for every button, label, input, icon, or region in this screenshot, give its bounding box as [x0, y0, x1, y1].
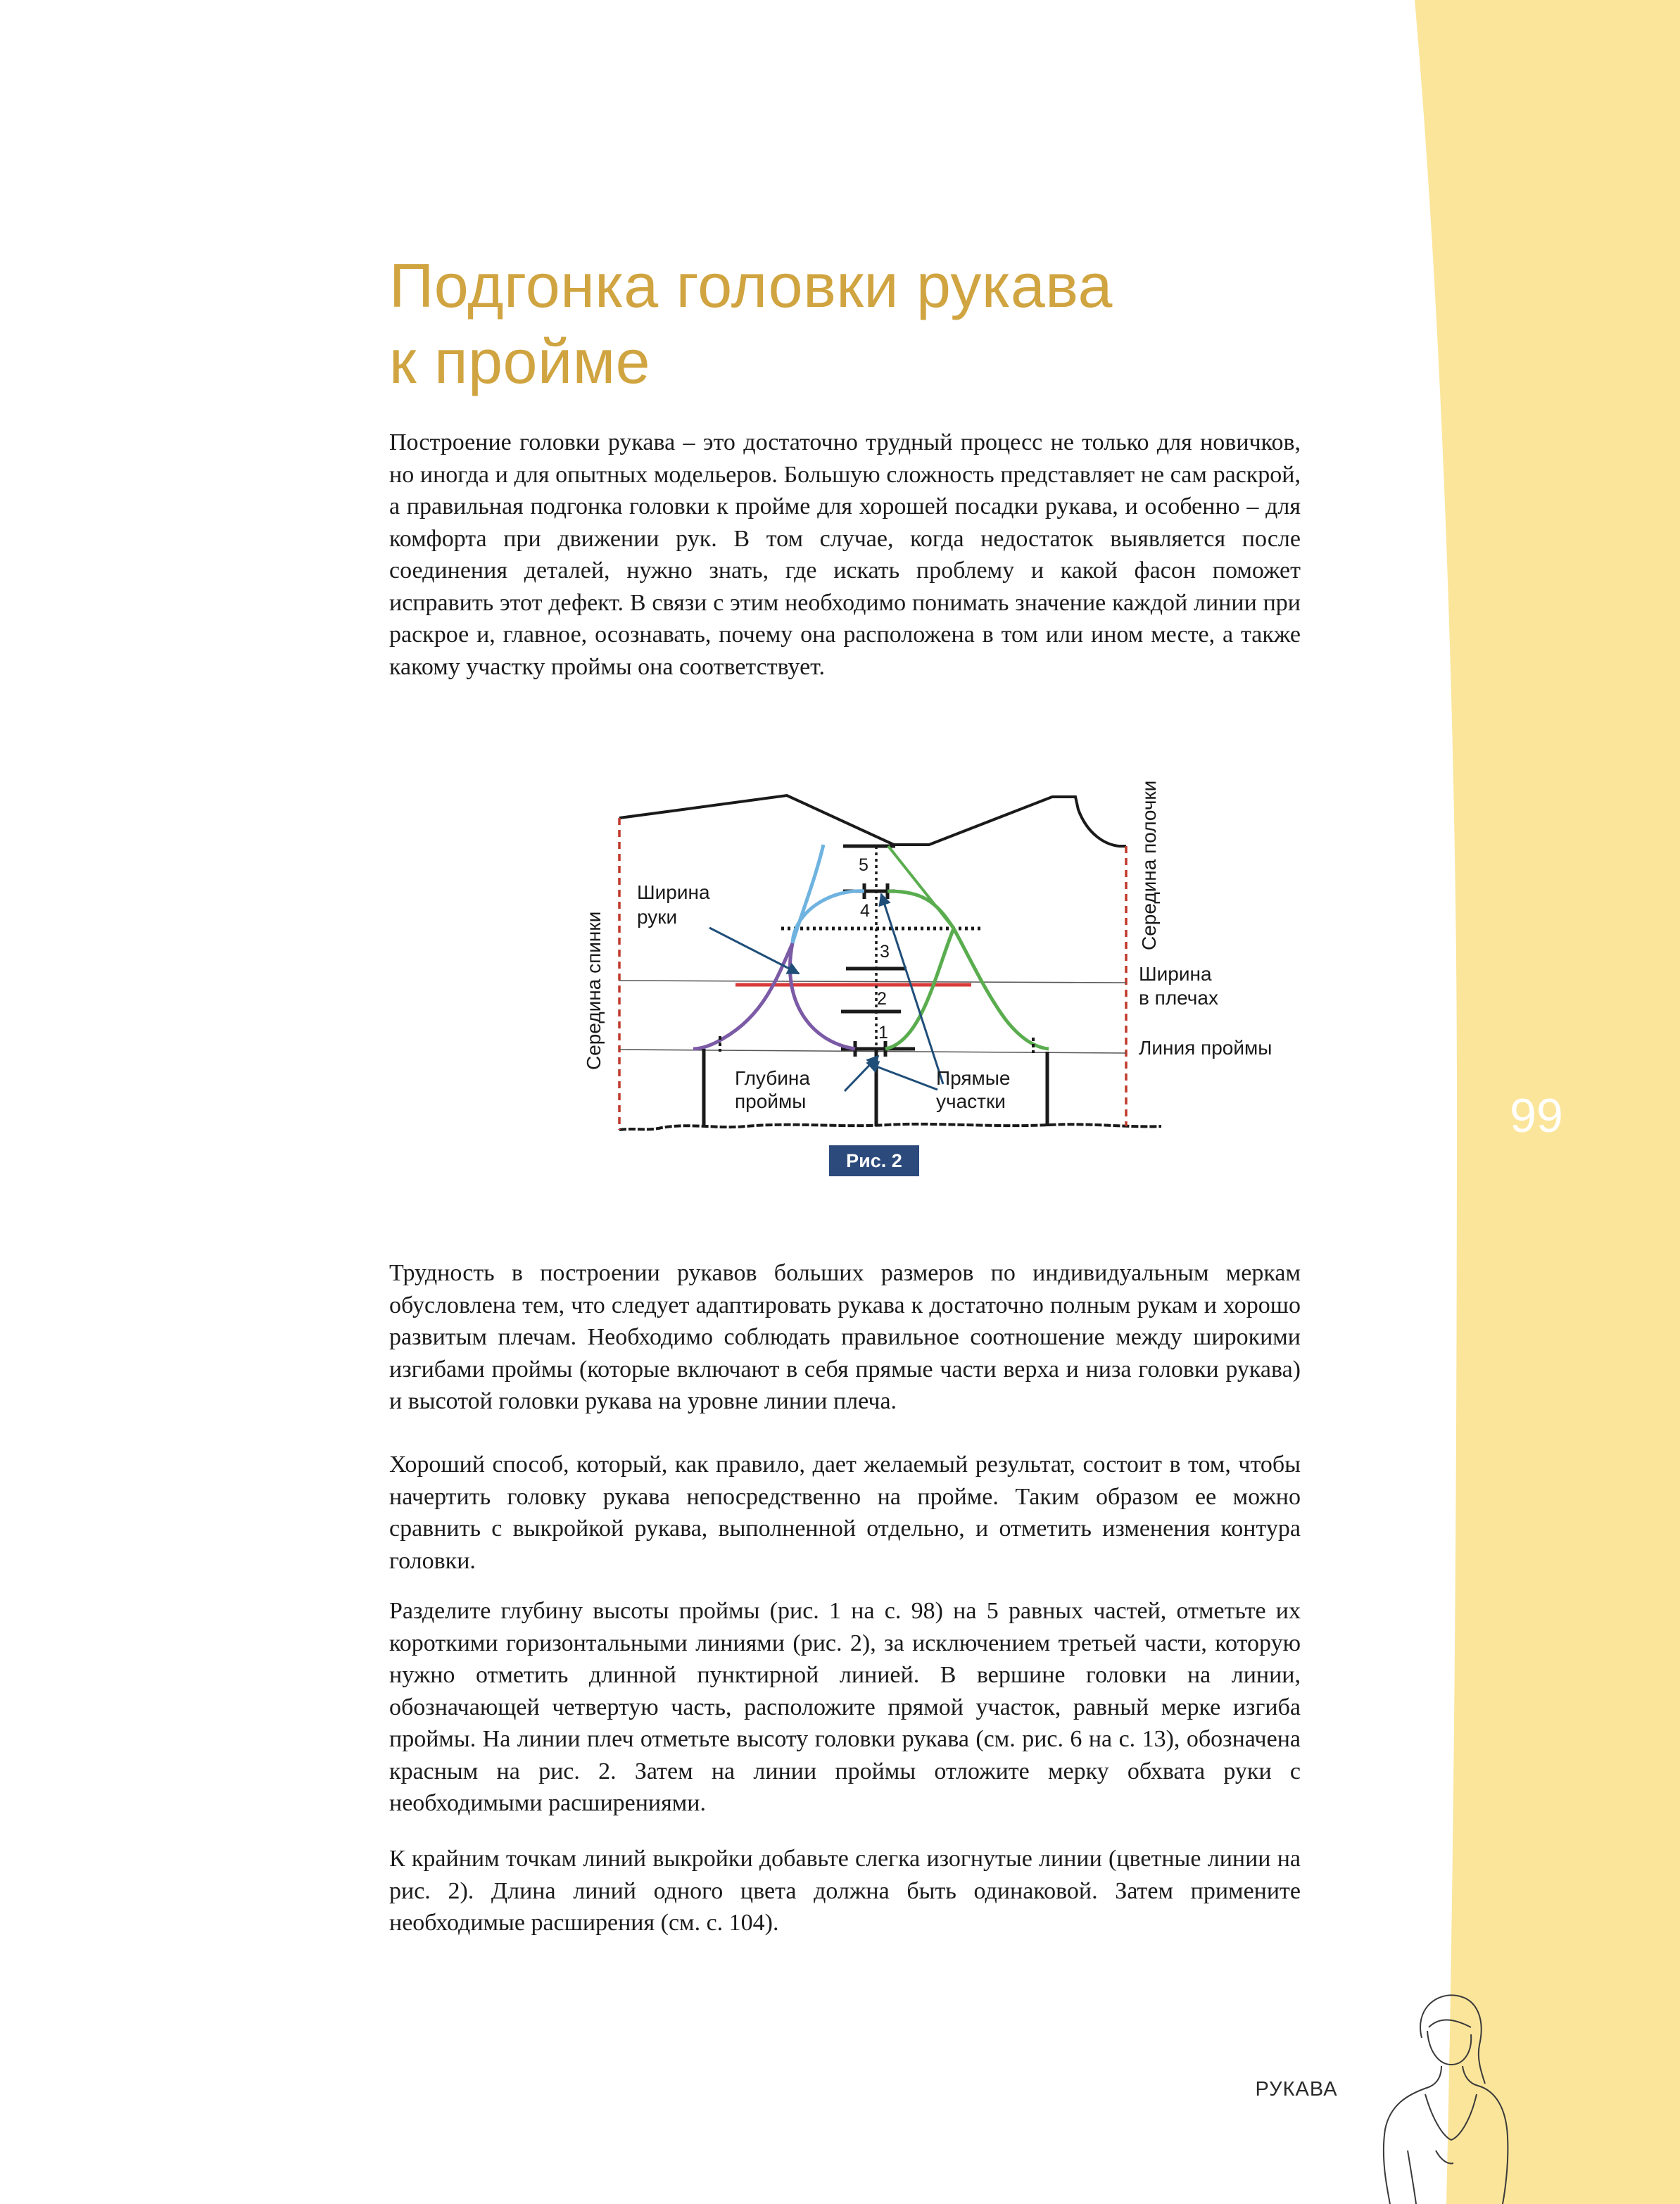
paragraph-intro: Построение головки рукава – это достаточно трудный процесс не только для новичков, но иногда и для опытных модельеров. Большую сложность представляет не сам раскрой, а правильная подгонка головки к пройме для хорошей посадки рукава, и особенно – для комфорта при движении рук. В том случае, когда недостаток выявляется после соединения деталей, нужно знать, где искать проблему и какой фасон поможет исправить этот дефект. В связи с этим необходимо понимать значение каждой линии при раскрое и, главное, осознавать, почему она расположена в том или ином месте, а также какому участку проймы она соответствует. — [389, 429, 1301, 680]
page-number: 99 — [1510, 1089, 1563, 1142]
paragraph-steps: Разделите глубину высоты проймы (рис. 1 на с. 98) на 5 равных частей, отметьте их короткими горизонтальными линиями (рис. 2), за исключением третьей части, которую нужно отметить длинной пунктирной линией. В вершине головки на линии, обозначающей четвертую часть, расположите прямой участок, равный мерке изгиба проймы. На линии плеч отметьте высоту головки рукава (см. рис. 6 на с. 13), обозначена красным на рис. 2. Затем на линии проймы отложите мерку обхвата руки с необходимыми расширениями. — [389, 1598, 1301, 1816]
back-center-label: Середина спинки — [583, 911, 605, 1070]
hem-line — [619, 1124, 1161, 1130]
shoulder-width-label-1: Ширина — [1139, 963, 1212, 985]
front-top-straight — [888, 846, 954, 928]
page-title — [389, 248, 1375, 400]
bodice-outline — [619, 795, 1126, 846]
woman-sketch-icon — [1358, 1989, 1520, 2204]
division-5: 5 — [859, 855, 869, 875]
shoulder-reference-line — [619, 981, 1126, 983]
arm-width-label-1: Ширина — [637, 881, 710, 903]
paragraph-difficulty: Трудность в построении рукавов больших размеров по индивидуальным меркам обусловлена тем, что следует адаптировать рукава к достаточно полным рукам и хорошо развитым плечам. Необходимо соблюдать правильное соотношение между широкими изгибами проймы (которые включают в себя прямые части верха и низа головки рукава) и высотой головки рукава на уровне линии плеча. — [389, 1260, 1301, 1414]
section-footer: РУКАВА — [1255, 2078, 1338, 2101]
division-1: 1 — [878, 1023, 888, 1043]
title-line-2: к пройме — [389, 327, 651, 396]
figure-caption-badge: Рис. 2 — [829, 1145, 919, 1176]
title-line-1: Подгонка головки рукава — [389, 251, 1113, 320]
arm-width-label-2: руки — [637, 906, 678, 928]
paragraph-final: К крайним точкам линий выкройки добавьте слегка изогнутые линии (цветные линии на рис. 2). Длина линий одного цвета должна быть одинаковой. Затем примените необходимые расширения (см. с. 104). — [389, 1846, 1301, 1936]
straight-parts-label-2: участки — [936, 1090, 1006, 1112]
division-2: 2 — [877, 989, 887, 1009]
pointer-arrows — [709, 894, 943, 1091]
shoulder-width-label-2: в плечах — [1139, 987, 1218, 1009]
front-upper-curve — [885, 891, 1049, 1049]
front-center-label: Середина полочки — [1138, 780, 1160, 950]
straight-parts-label-1: Прямые — [936, 1067, 1011, 1089]
armhole-depth-label-2: проймы — [735, 1090, 807, 1112]
division-3: 3 — [880, 942, 890, 962]
sleeve-cap-diagram — [570, 767, 1302, 1190]
paragraph-method: Хороший способ, который, как правило, дает желаемый результат, состоит в том, чтобы начертить головку рукава непосредственно на пройме. Таким образом ее можно сравнить с выкройкой рукава, выполненной отдельно, и отметить изменения контура головки. — [389, 1452, 1301, 1574]
armhole-line-label: Линия проймы — [1139, 1037, 1272, 1059]
division-4: 4 — [860, 901, 870, 921]
back-lower-curve — [693, 943, 855, 1049]
armhole-depth-label-1: Глубина — [735, 1067, 810, 1089]
